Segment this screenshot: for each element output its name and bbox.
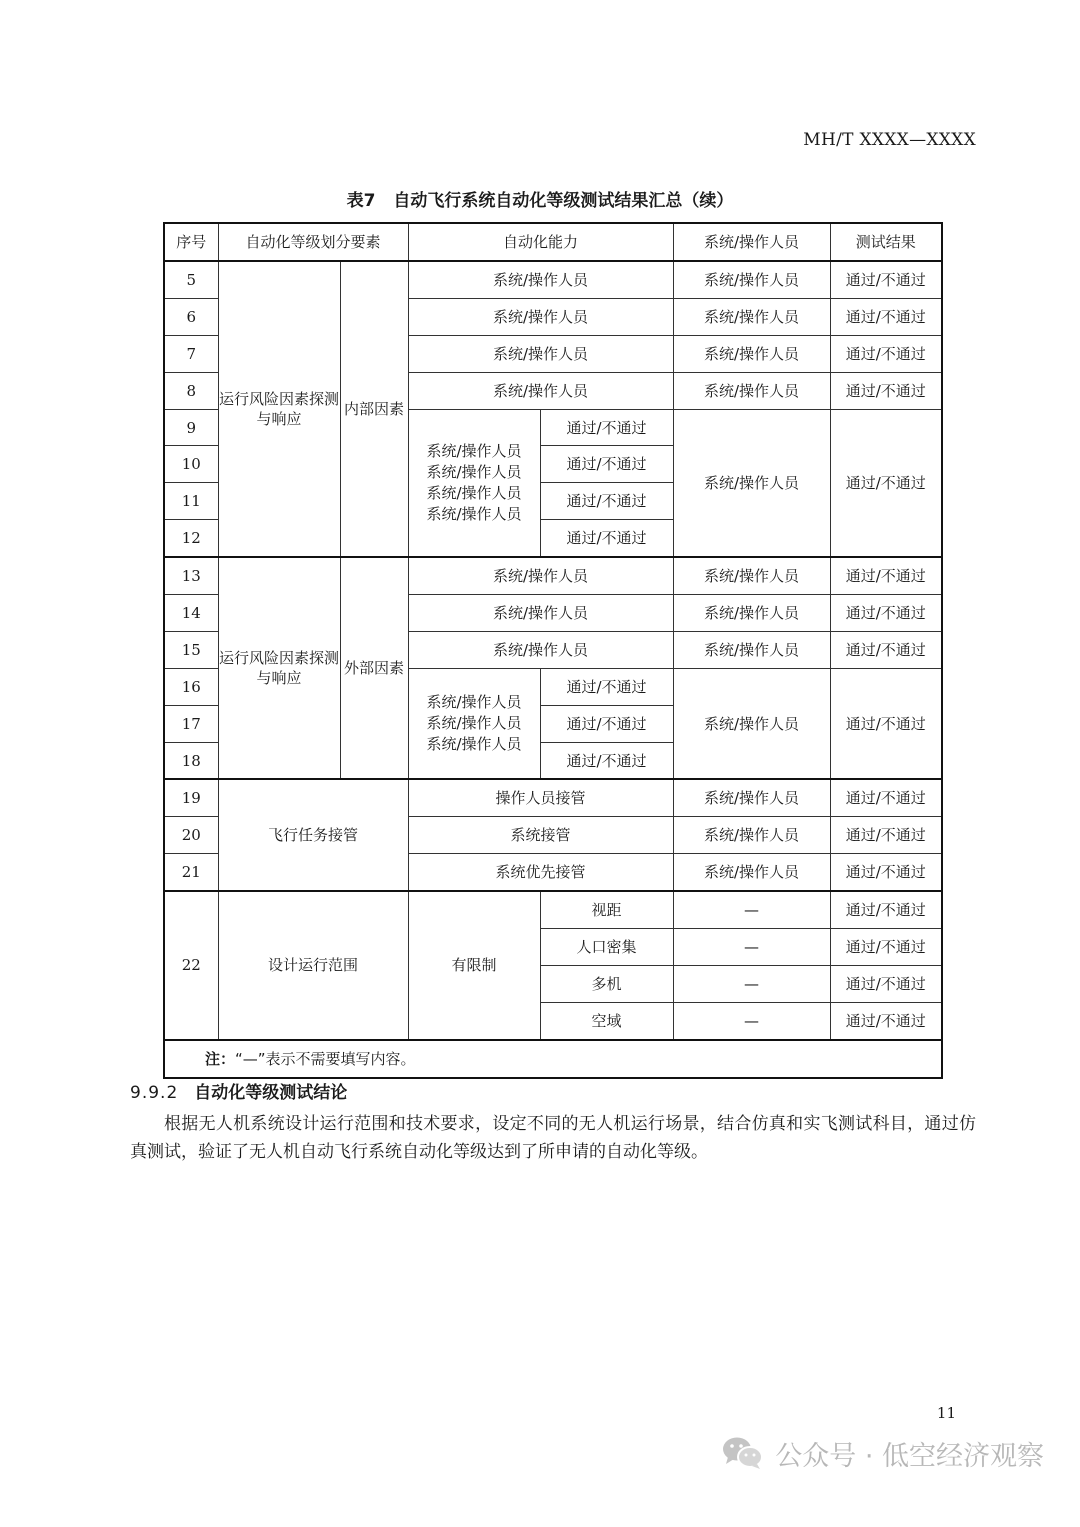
capability-cell: 系统接管 xyxy=(408,817,673,854)
table-row xyxy=(164,779,942,816)
row-index: 19 xyxy=(164,779,218,816)
section-heading xyxy=(130,1078,347,1103)
result-cell: 通过/不通过 xyxy=(830,409,942,557)
factor-cell: 运行风险因素探测与响应 xyxy=(218,261,340,557)
capability-cell: 系统优先接管 xyxy=(408,854,673,891)
sub-result-cell: 通过/不通过 xyxy=(540,520,673,557)
note-label: 注： xyxy=(205,1049,236,1068)
document-code: MH/T XXXX—XXXX xyxy=(803,130,976,150)
operator-cell: 系统/操作人员 xyxy=(673,409,830,557)
row-index: 17 xyxy=(164,705,218,742)
sub-result-cell: 通过/不通过 xyxy=(540,409,673,446)
row-index: 20 xyxy=(164,817,218,854)
capability-cell: 系统/操作人员 xyxy=(408,261,673,298)
result-cell: 通过/不通过 xyxy=(830,557,942,594)
row-index: 11 xyxy=(164,483,218,520)
row-index: 22 xyxy=(164,891,218,1040)
capability-line: 系统/操作人员 xyxy=(426,693,522,712)
body-paragraph: 根据无人机系统设计运行范围和技术要求，设定不同的无人机运行场景，结合仿真和实飞测试科目，通过仿真测试，验证了无人机自动飞行系统自动化等级达到了所申请的自动化等级。 xyxy=(130,1114,976,1162)
table-number: 表7 xyxy=(346,191,376,211)
capability-cell: 系统/操作人员 xyxy=(408,372,673,409)
result-cell: 通过/不通过 xyxy=(830,595,942,632)
header-index: 序号 xyxy=(164,223,218,261)
table-title: 自动飞行系统自动化等级测试结果汇总（续） xyxy=(393,191,734,211)
operator-cell: — xyxy=(673,965,830,1002)
row-index: 12 xyxy=(164,520,218,557)
operator-cell: 系统/操作人员 xyxy=(673,779,830,816)
page-number: 11 xyxy=(936,1404,956,1422)
factor-cell: 运行风险因素探测与响应 xyxy=(218,557,340,779)
sub-result-cell: 通过/不通过 xyxy=(540,483,673,520)
table-note xyxy=(164,1040,942,1078)
factor-cell: 飞行任务接管 xyxy=(218,779,408,891)
capability-line: 系统/操作人员 xyxy=(426,483,522,502)
result-cell: 通过/不通过 xyxy=(830,335,942,372)
result-cell: 通过/不通过 xyxy=(830,668,942,779)
capability-line: 系统/操作人员 xyxy=(426,735,522,754)
result-cell: 通过/不通过 xyxy=(830,817,942,854)
capability-line: 系统/操作人员 xyxy=(426,441,522,460)
capability-cell: 系统/操作人员 xyxy=(408,335,673,372)
result-cell: 通过/不通过 xyxy=(830,631,942,668)
test-results-table xyxy=(163,222,943,1079)
result-cell: 通过/不通过 xyxy=(830,929,942,966)
watermark xyxy=(721,1428,1044,1478)
table-note-row xyxy=(164,1040,942,1078)
table-caption xyxy=(0,186,1080,211)
operator-cell: 系统/操作人员 xyxy=(673,298,830,335)
sub-result-cell: 通过/不通过 xyxy=(540,446,673,483)
odd-item-cell: 视距 xyxy=(540,891,673,928)
sub-result-cell: 通过/不通过 xyxy=(540,705,673,742)
operator-cell: — xyxy=(673,929,830,966)
result-cell: 通过/不通过 xyxy=(830,965,942,1002)
capability-line: 系统/操作人员 xyxy=(426,504,522,523)
capability-multi-cell xyxy=(408,409,540,557)
row-index: 6 xyxy=(164,298,218,335)
operator-cell: 系统/操作人员 xyxy=(673,595,830,632)
capability-cell: 操作人员接管 xyxy=(408,779,673,816)
wechat-icon xyxy=(721,1435,765,1471)
section-number: 9.9.2 xyxy=(130,1083,179,1103)
capability-cell: 系统/操作人员 xyxy=(408,595,673,632)
odd-item-cell: 多机 xyxy=(540,965,673,1002)
operator-cell: 系统/操作人员 xyxy=(673,631,830,668)
capability-cell: 系统/操作人员 xyxy=(408,631,673,668)
capability-line: 系统/操作人员 xyxy=(426,714,522,733)
operator-cell: 系统/操作人员 xyxy=(673,372,830,409)
table-row xyxy=(164,557,942,594)
operator-cell: 系统/操作人员 xyxy=(673,335,830,372)
operator-cell: 系统/操作人员 xyxy=(673,261,830,298)
result-cell: 通过/不通过 xyxy=(830,779,942,816)
header-result: 测试结果 xyxy=(830,223,942,261)
row-index: 7 xyxy=(164,335,218,372)
row-index: 15 xyxy=(164,631,218,668)
operator-cell: 系统/操作人员 xyxy=(673,854,830,891)
result-cell: 通过/不通过 xyxy=(830,891,942,928)
subfactor-cell: 内部因素 xyxy=(340,261,408,557)
subfactor-cell: 外部因素 xyxy=(340,557,408,779)
header-factor: 自动化等级划分要素 xyxy=(218,223,408,261)
row-index: 5 xyxy=(164,261,218,298)
table-row xyxy=(164,891,942,928)
result-cell: 通过/不通过 xyxy=(830,1002,942,1039)
capability-cell: 有限制 xyxy=(408,891,540,1040)
sub-result-cell: 通过/不通过 xyxy=(540,742,673,779)
odd-item-cell: 人口密集 xyxy=(540,929,673,966)
operator-cell: 系统/操作人员 xyxy=(673,557,830,594)
table-header-row xyxy=(164,223,942,261)
table-row xyxy=(164,261,942,298)
row-index: 9 xyxy=(164,409,218,446)
factor-cell: 设计运行范围 xyxy=(218,891,408,1040)
sub-result-cell: 通过/不通过 xyxy=(540,668,673,705)
result-cell: 通过/不通过 xyxy=(830,298,942,335)
watermark-text: 公众号 · 低空经济观察 xyxy=(775,1440,1044,1472)
capability-multi-cell xyxy=(408,668,540,779)
capability-line: 系统/操作人员 xyxy=(426,462,522,481)
row-index: 10 xyxy=(164,446,218,483)
section-title: 自动化等级测试结论 xyxy=(194,1083,348,1103)
row-index: 14 xyxy=(164,595,218,632)
result-cell: 通过/不通过 xyxy=(830,854,942,891)
header-operator: 系统/操作人员 xyxy=(673,223,830,261)
row-index: 16 xyxy=(164,668,218,705)
result-cell: 通过/不通过 xyxy=(830,261,942,298)
odd-item-cell: 空域 xyxy=(540,1002,673,1039)
operator-cell: 系统/操作人员 xyxy=(673,668,830,779)
note-text: “—”表示不需要填写内容。 xyxy=(235,1049,416,1068)
capability-cell: 系统/操作人员 xyxy=(408,557,673,594)
row-index: 21 xyxy=(164,854,218,891)
capability-cell: 系统/操作人员 xyxy=(408,298,673,335)
operator-cell: — xyxy=(673,1002,830,1039)
result-cell: 通过/不通过 xyxy=(830,372,942,409)
operator-cell: — xyxy=(673,891,830,928)
operator-cell: 系统/操作人员 xyxy=(673,817,830,854)
row-index: 18 xyxy=(164,742,218,779)
header-capability: 自动化能力 xyxy=(408,223,673,261)
row-index: 8 xyxy=(164,372,218,409)
row-index: 13 xyxy=(164,557,218,594)
